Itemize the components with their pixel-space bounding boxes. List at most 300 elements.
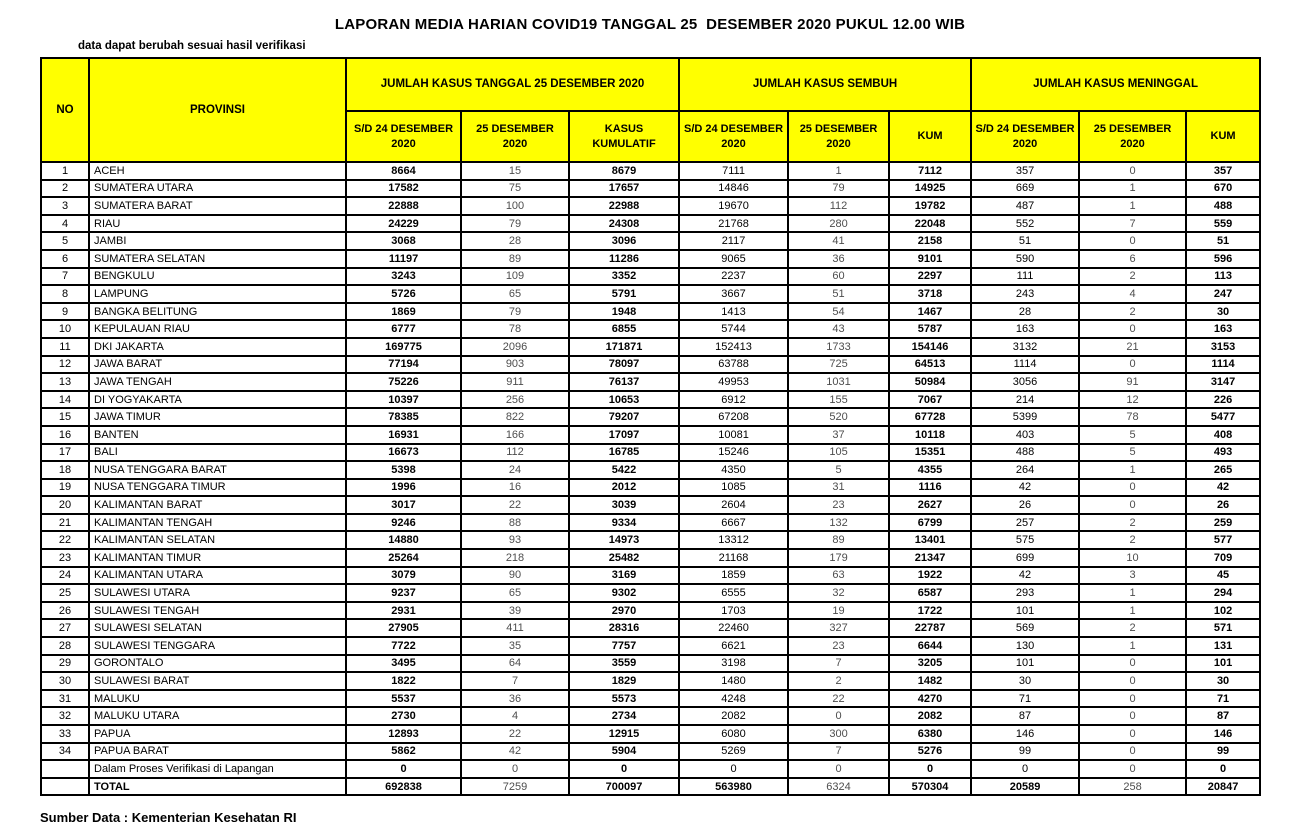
cell-provinsi: BANGKA BELITUNG [89,303,346,321]
cell-sembuh-25des: 179 [788,549,889,567]
cell-meninggal-25des: 0 [1079,690,1186,708]
cell-kasus-sd24: 22888 [346,197,461,215]
cell-meninggal-sd24: 130 [971,637,1079,655]
cell-sembuh-kum: 67728 [889,408,971,426]
cell-meninggal-sd24: 243 [971,285,1079,303]
table-row [41,602,1260,620]
cell-kasus-kumulatif: 3039 [569,496,679,514]
cell-meninggal-kum: 71 [1186,690,1260,708]
cell-provinsi: SUMATERA UTARA [89,180,346,198]
cell-no: 14 [41,391,89,409]
cell-no [41,760,89,778]
cell-kasus-kumulatif: 1829 [569,672,679,690]
cell-kasus-25des: 0 [461,760,569,778]
cell-meninggal-25des: 5 [1079,426,1186,444]
cell-meninggal-sd24: 163 [971,320,1079,338]
cell-provinsi: NUSA TENGGARA TIMUR [89,479,346,497]
header-group-sembuh: JUMLAH KASUS SEMBUH [679,58,971,111]
cell-sembuh-kum: 13401 [889,531,971,549]
header-meninggal-sd24: S/D 24 DESEMBER 2020 [971,111,1079,162]
cell-kasus-kumulatif: 1948 [569,303,679,321]
cell-meninggal-sd24: 569 [971,619,1079,637]
cell-kasus-25des: 22 [461,496,569,514]
cell-sembuh-sd24: 14846 [679,180,788,198]
cell-sembuh-sd24: 22460 [679,619,788,637]
cell-sembuh-25des: 155 [788,391,889,409]
cell-kasus-kumulatif: 5791 [569,285,679,303]
cell-kasus-sd24: 11197 [346,250,461,268]
cell-meninggal-kum: 559 [1186,215,1260,233]
cell-no: 28 [41,637,89,655]
cell-kasus-25des: 16 [461,479,569,497]
cell-kasus-kumulatif: 78097 [569,356,679,374]
cell-kasus-kumulatif: 5904 [569,743,679,761]
cell-no: 22 [41,531,89,549]
verification-note: data dapat berubah sesuai hasil verifikasi [78,40,306,52]
cell-no [41,778,89,796]
cell-sembuh-25des: 725 [788,356,889,374]
cell-no: 12 [41,356,89,374]
table-row [41,690,1260,708]
cell-meninggal-sd24: 264 [971,461,1079,479]
cell-meninggal-25des: 21 [1079,338,1186,356]
cell-meninggal-kum: 5477 [1186,408,1260,426]
cell-kasus-sd24: 27905 [346,619,461,637]
table-row [41,567,1260,585]
cell-meninggal-25des: 12 [1079,391,1186,409]
cell-sembuh-kum: 6799 [889,514,971,532]
cell-meninggal-sd24: 257 [971,514,1079,532]
header-sembuh-sd24: S/D 24 DESEMBER 2020 [679,111,788,162]
cell-kasus-kumulatif: 2012 [569,479,679,497]
cell-meninggal-25des: 0 [1079,725,1186,743]
cell-sembuh-sd24: 3198 [679,655,788,673]
cell-kasus-25des: 903 [461,356,569,374]
table-row [41,338,1260,356]
cell-kasus-kumulatif: 24308 [569,215,679,233]
cell-kasus-sd24: 10397 [346,391,461,409]
cell-sembuh-25des: 79 [788,180,889,198]
cell-sembuh-25des: 32 [788,584,889,602]
cell-kasus-sd24: 6777 [346,320,461,338]
cell-sembuh-kum: 3205 [889,655,971,673]
cell-no: 1 [41,162,89,180]
cell-meninggal-kum: 247 [1186,285,1260,303]
cell-kasus-kumulatif: 5573 [569,690,679,708]
cell-sembuh-sd24: 63788 [679,356,788,374]
cell-kasus-sd24: 2730 [346,707,461,725]
cell-kasus-25des: 93 [461,531,569,549]
cell-no: 20 [41,496,89,514]
cell-meninggal-sd24: 488 [971,444,1079,462]
cell-no: 9 [41,303,89,321]
cell-sembuh-sd24: 4350 [679,461,788,479]
cell-meninggal-25des: 2 [1079,619,1186,637]
cell-meninggal-25des: 1 [1079,461,1186,479]
cell-no: 8 [41,285,89,303]
cell-provinsi: SULAWESI TENGAH [89,602,346,620]
cell-meninggal-sd24: 20589 [971,778,1079,796]
table-row [41,725,1260,743]
cell-no: 21 [41,514,89,532]
cell-kasus-sd24: 5398 [346,461,461,479]
cell-sembuh-kum: 3718 [889,285,971,303]
cell-kasus-kumulatif: 7757 [569,637,679,655]
cell-meninggal-sd24: 26 [971,496,1079,514]
cell-kasus-sd24: 75226 [346,373,461,391]
cell-meninggal-kum: 30 [1186,303,1260,321]
cell-kasus-sd24: 7722 [346,637,461,655]
cell-no: 30 [41,672,89,690]
cell-sembuh-25des: 63 [788,567,889,585]
cell-kasus-25des: 112 [461,444,569,462]
cell-sembuh-25des: 5 [788,461,889,479]
cell-kasus-kumulatif: 2970 [569,602,679,620]
cell-meninggal-25des: 1 [1079,584,1186,602]
cell-meninggal-25des: 1 [1079,197,1186,215]
cell-no: 4 [41,215,89,233]
cell-provinsi: SULAWESI UTARA [89,584,346,602]
cell-kasus-kumulatif: 171871 [569,338,679,356]
cell-sembuh-sd24: 19670 [679,197,788,215]
cell-meninggal-25des: 0 [1079,479,1186,497]
cell-kasus-sd24: 1822 [346,672,461,690]
cell-provinsi: KALIMANTAN SELATAN [89,531,346,549]
cell-sembuh-25des: 1031 [788,373,889,391]
cell-meninggal-kum: 113 [1186,268,1260,286]
cell-meninggal-25des: 0 [1079,760,1186,778]
cell-kasus-sd24: 17582 [346,180,461,198]
cell-kasus-kumulatif: 16785 [569,444,679,462]
header-meninggal-kum: KUM [1186,111,1260,162]
cell-meninggal-sd24: 357 [971,162,1079,180]
cell-meninggal-25des: 0 [1079,320,1186,338]
cell-sembuh-kum: 1467 [889,303,971,321]
cell-meninggal-kum: 26 [1186,496,1260,514]
cell-kasus-sd24: 5726 [346,285,461,303]
cell-meninggal-25des: 5 [1079,444,1186,462]
cell-no: 33 [41,725,89,743]
cell-meninggal-kum: 3153 [1186,338,1260,356]
cell-sembuh-kum: 1116 [889,479,971,497]
cell-kasus-sd24: 0 [346,760,461,778]
table-row [41,391,1260,409]
cell-sembuh-sd24: 2082 [679,707,788,725]
cell-meninggal-25des: 0 [1079,356,1186,374]
cell-no: 2 [41,180,89,198]
cell-kasus-kumulatif: 3559 [569,655,679,673]
cell-kasus-kumulatif: 17097 [569,426,679,444]
table-row [41,285,1260,303]
cell-meninggal-25des: 1 [1079,637,1186,655]
cell-meninggal-sd24: 51 [971,232,1079,250]
cell-provinsi: LAMPUNG [89,285,346,303]
cell-meninggal-sd24: 101 [971,602,1079,620]
cell-sembuh-kum: 5276 [889,743,971,761]
cell-meninggal-kum: 709 [1186,549,1260,567]
cell-sembuh-kum: 22787 [889,619,971,637]
table-row [41,180,1260,198]
cell-meninggal-25des: 2 [1079,514,1186,532]
header-provinsi: PROVINSI [89,58,346,162]
table-row [41,426,1260,444]
cell-sembuh-25des: 1 [788,162,889,180]
cell-no: 25 [41,584,89,602]
cell-sembuh-25des: 132 [788,514,889,532]
cell-kasus-sd24: 692838 [346,778,461,796]
cell-meninggal-sd24: 1114 [971,356,1079,374]
cell-meninggal-25des: 1 [1079,602,1186,620]
cell-provinsi: BANTEN [89,426,346,444]
cell-sembuh-kum: 1482 [889,672,971,690]
cell-sembuh-kum: 0 [889,760,971,778]
cell-kasus-kumulatif: 6855 [569,320,679,338]
cell-sembuh-kum: 7067 [889,391,971,409]
cell-meninggal-kum: 51 [1186,232,1260,250]
cell-sembuh-25des: 7 [788,655,889,673]
cell-meninggal-sd24: 99 [971,743,1079,761]
table-row [41,707,1260,725]
cell-sembuh-sd24: 2117 [679,232,788,250]
table-row [41,250,1260,268]
cell-sembuh-25des: 520 [788,408,889,426]
cell-sembuh-sd24: 6912 [679,391,788,409]
table-row [41,162,1260,180]
cell-kasus-kumulatif: 79207 [569,408,679,426]
cell-kasus-25des: 36 [461,690,569,708]
cell-meninggal-kum: 577 [1186,531,1260,549]
cell-meninggal-sd24: 101 [971,655,1079,673]
cell-kasus-25des: 4 [461,707,569,725]
cell-provinsi: KALIMANTAN BARAT [89,496,346,514]
cell-sembuh-25des: 7 [788,743,889,761]
cell-sembuh-sd24: 5744 [679,320,788,338]
cell-kasus-sd24: 12893 [346,725,461,743]
cell-sembuh-kum: 2297 [889,268,971,286]
cell-meninggal-25des: 7 [1079,215,1186,233]
cell-kasus-sd24: 9237 [346,584,461,602]
cell-provinsi: MALUKU [89,690,346,708]
cell-kasus-25des: 42 [461,743,569,761]
cell-sembuh-kum: 22048 [889,215,971,233]
cell-no: 15 [41,408,89,426]
cell-kasus-25des: 822 [461,408,569,426]
cell-meninggal-kum: 102 [1186,602,1260,620]
cell-no: 26 [41,602,89,620]
cell-kasus-kumulatif: 22988 [569,197,679,215]
cell-meninggal-sd24: 575 [971,531,1079,549]
cell-kasus-25des: 35 [461,637,569,655]
cell-kasus-25des: 7 [461,672,569,690]
cell-meninggal-kum: 3147 [1186,373,1260,391]
cell-sembuh-kum: 6644 [889,637,971,655]
cell-meninggal-25des: 2 [1079,531,1186,549]
cell-kasus-25des: 411 [461,619,569,637]
cell-meninggal-25des: 0 [1079,707,1186,725]
table-row [41,356,1260,374]
table-row [41,760,1260,778]
cell-meninggal-25des: 2 [1079,303,1186,321]
cell-kasus-sd24: 5537 [346,690,461,708]
cell-meninggal-kum: 357 [1186,162,1260,180]
cell-provinsi: SUMATERA SELATAN [89,250,346,268]
cell-sembuh-sd24: 1859 [679,567,788,585]
cell-sembuh-sd24: 1413 [679,303,788,321]
cell-provinsi: ACEH [89,162,346,180]
cell-sembuh-kum: 2082 [889,707,971,725]
cell-sembuh-sd24: 3667 [679,285,788,303]
cell-kasus-25des: 218 [461,549,569,567]
cell-meninggal-sd24: 487 [971,197,1079,215]
cell-provinsi: KALIMANTAN TENGAH [89,514,346,532]
cell-sembuh-25des: 51 [788,285,889,303]
cell-meninggal-sd24: 0 [971,760,1079,778]
cell-kasus-kumulatif: 5422 [569,461,679,479]
cell-kasus-sd24: 78385 [346,408,461,426]
cell-kasus-kumulatif: 17657 [569,180,679,198]
cell-sembuh-kum: 15351 [889,444,971,462]
cell-meninggal-sd24: 42 [971,479,1079,497]
cell-kasus-kumulatif: 2734 [569,707,679,725]
cell-sembuh-25des: 36 [788,250,889,268]
cell-kasus-25des: 100 [461,197,569,215]
cell-no: 11 [41,338,89,356]
cell-provinsi: Dalam Proses Verifikasi di Lapangan [89,760,346,778]
table-row [41,197,1260,215]
cell-no: 6 [41,250,89,268]
cell-sembuh-sd24: 6667 [679,514,788,532]
table-row [41,743,1260,761]
cell-kasus-sd24: 25264 [346,549,461,567]
cell-meninggal-kum: 259 [1186,514,1260,532]
cell-sembuh-25des: 60 [788,268,889,286]
cell-no: 3 [41,197,89,215]
cell-no: 27 [41,619,89,637]
header-meninggal-25des: 25 DESEMBER 2020 [1079,111,1186,162]
cell-kasus-25des: 2096 [461,338,569,356]
source-note: Sumber Data : Kementerian Kesehatan RI [40,810,297,825]
table-row [41,672,1260,690]
cell-no: 18 [41,461,89,479]
cell-sembuh-sd24: 21168 [679,549,788,567]
table-body [41,162,1260,795]
cell-sembuh-25des: 23 [788,496,889,514]
cell-provinsi: PAPUA [89,725,346,743]
table-row [41,637,1260,655]
cell-meninggal-kum: 294 [1186,584,1260,602]
cell-kasus-kumulatif: 3169 [569,567,679,585]
cell-meninggal-kum: 408 [1186,426,1260,444]
cell-provinsi: JAWA TIMUR [89,408,346,426]
cell-sembuh-25des: 54 [788,303,889,321]
cell-sembuh-kum: 2627 [889,496,971,514]
cell-no: 16 [41,426,89,444]
cell-provinsi: MALUKU UTARA [89,707,346,725]
table-row [41,619,1260,637]
table-row [41,320,1260,338]
table-row [41,408,1260,426]
cell-kasus-sd24: 5862 [346,743,461,761]
cell-sembuh-25des: 37 [788,426,889,444]
cell-kasus-25des: 15 [461,162,569,180]
cell-kasus-sd24: 16931 [346,426,461,444]
cell-sembuh-25des: 43 [788,320,889,338]
cell-kasus-25des: 75 [461,180,569,198]
cell-meninggal-kum: 131 [1186,637,1260,655]
cell-sembuh-25des: 1733 [788,338,889,356]
table-row [41,373,1260,391]
cell-provinsi: TOTAL [89,778,346,796]
cell-kasus-sd24: 3495 [346,655,461,673]
cell-meninggal-kum: 670 [1186,180,1260,198]
cell-provinsi: KALIMANTAN UTARA [89,567,346,585]
cell-meninggal-sd24: 42 [971,567,1079,585]
cell-kasus-kumulatif: 14973 [569,531,679,549]
cell-meninggal-sd24: 3056 [971,373,1079,391]
cell-kasus-25des: 256 [461,391,569,409]
cell-sembuh-sd24: 6621 [679,637,788,655]
header-kasus-kumulatif: KASUS KUMULATIF [569,111,679,162]
cell-meninggal-kum: 265 [1186,461,1260,479]
table-row [41,303,1260,321]
cell-provinsi: KALIMANTAN TIMUR [89,549,346,567]
table-row [41,268,1260,286]
cell-meninggal-25des: 0 [1079,655,1186,673]
header-no: NO [41,58,89,162]
cell-sembuh-sd24: 152413 [679,338,788,356]
cell-no: 34 [41,743,89,761]
cell-sembuh-sd24: 1703 [679,602,788,620]
cell-meninggal-kum: 226 [1186,391,1260,409]
cell-meninggal-25des: 0 [1079,162,1186,180]
cell-sembuh-sd24: 21768 [679,215,788,233]
cell-sembuh-kum: 50984 [889,373,971,391]
cell-meninggal-25des: 6 [1079,250,1186,268]
cell-meninggal-kum: 87 [1186,707,1260,725]
cell-meninggal-25des: 2 [1079,268,1186,286]
table-row [41,479,1260,497]
cell-provinsi: PAPUA BARAT [89,743,346,761]
cell-meninggal-kum: 493 [1186,444,1260,462]
cell-no: 29 [41,655,89,673]
cell-sembuh-sd24: 15246 [679,444,788,462]
cell-sembuh-sd24: 9065 [679,250,788,268]
cell-provinsi: SULAWESI BARAT [89,672,346,690]
cell-meninggal-sd24: 293 [971,584,1079,602]
cell-meninggal-kum: 163 [1186,320,1260,338]
cell-meninggal-25des: 258 [1079,778,1186,796]
cell-no: 19 [41,479,89,497]
cell-sembuh-25des: 41 [788,232,889,250]
cell-meninggal-sd24: 699 [971,549,1079,567]
cell-kasus-kumulatif: 700097 [569,778,679,796]
cell-meninggal-sd24: 30 [971,672,1079,690]
cell-meninggal-sd24: 3132 [971,338,1079,356]
cell-meninggal-sd24: 403 [971,426,1079,444]
cell-meninggal-kum: 146 [1186,725,1260,743]
header-sembuh-kum: KUM [889,111,971,162]
cell-sembuh-sd24: 563980 [679,778,788,796]
cell-kasus-25des: 22 [461,725,569,743]
cell-provinsi: BENGKULU [89,268,346,286]
cell-meninggal-sd24: 669 [971,180,1079,198]
table-row [41,655,1260,673]
cell-sembuh-25des: 31 [788,479,889,497]
cell-provinsi: KEPULAUAN RIAU [89,320,346,338]
cell-sembuh-sd24: 6555 [679,584,788,602]
cell-meninggal-sd24: 590 [971,250,1079,268]
cell-kasus-sd24: 1996 [346,479,461,497]
